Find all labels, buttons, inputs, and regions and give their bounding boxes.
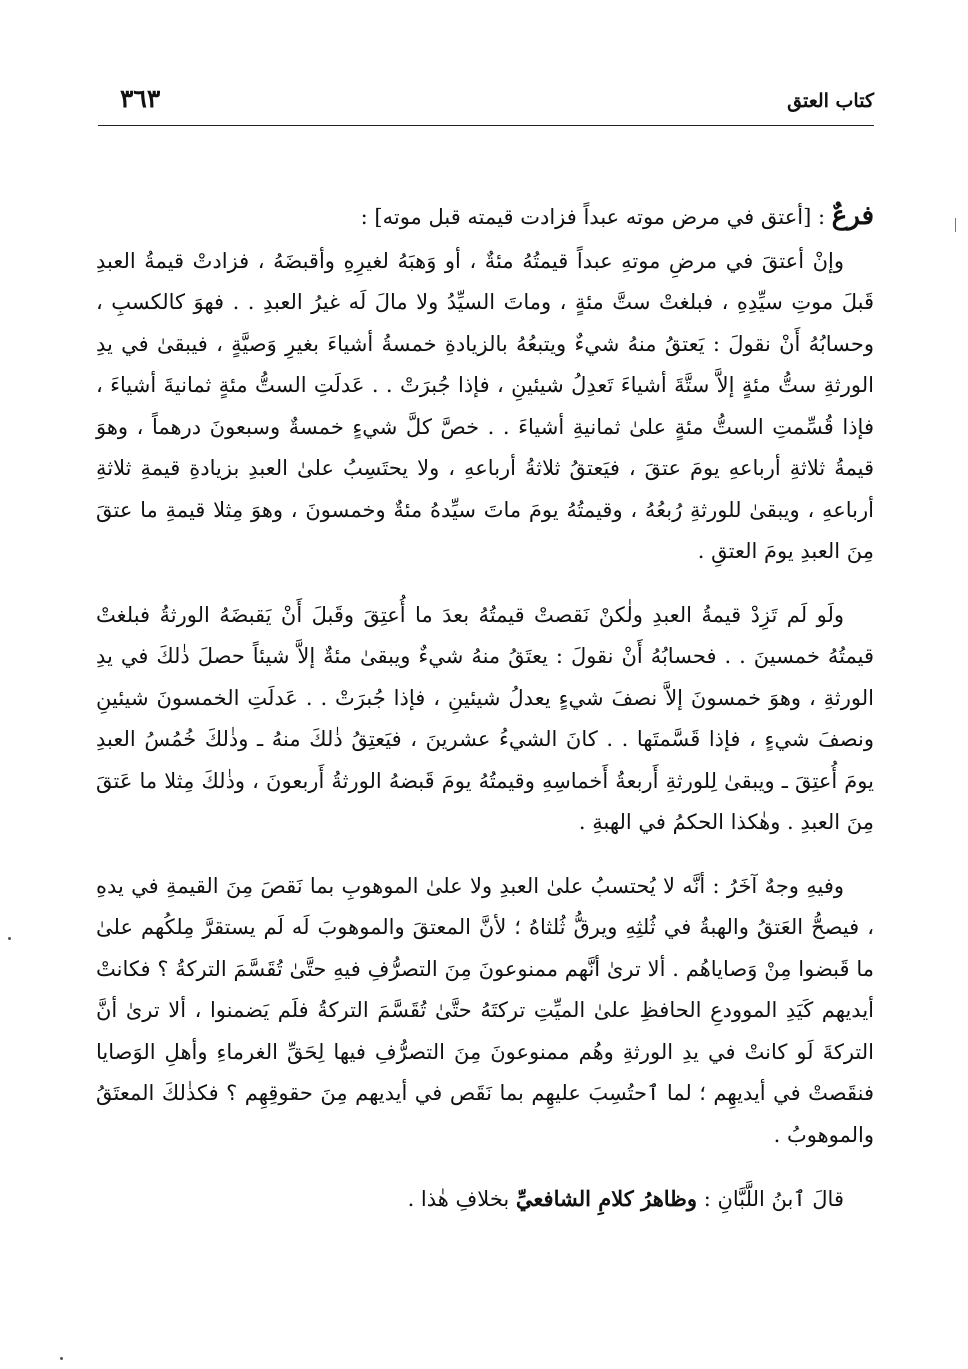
closing-speaker: قالَ ٱبنُ اللَّبَّانِ : — [703, 1187, 844, 1211]
branch-separator: : — [811, 205, 832, 229]
paragraph-3: وفيهِ وجهٌ آخَرُ : أنَّه لا يُحتسبُ علىٰ العبدِ ولا علىٰ الموهوبِ بما نَقصَ مِنَ القيمةِ في يدهِ ، فيصحُّ العَتقُ والهبةُ في ثُلثِهِ ويرقُّ ثُلثاهُ ؛ لأنَّ المعتقَ والموهوبَ لَه لَم يستقرَّ مِلكُهم علىٰ ما قَبضوا مِنْ وَصاياهُم . ألا ترىٰ أنَّهم ممنوعونَ مِنَ التصرُّفِ فيهِ حتَّىٰ تُقَسَّمَ التركةُ ؟ فكانتْ أيديهم كَيَدِ الموودعِ الحافظِ علىٰ الميِّتِ تركتَهُ حتَّىٰ تُقَسَّمَ التركةُ فلَم يَضمنوا ، ألا ترىٰ أنَّ التركةَ لَو كانتْ في يدِ الورثةِ وهُم ممنوعونَ مِنَ التصرُّفِ فيها لِحَقِّ الغرماءِ وأهلِ الوَصايا فنقَصتْ في أيديهِم ؛ لما ٱحتُسِبَ عليهِم بما نَقَص في أيديهم مِنَ حقوقِهِم ؟ فكذٰلكَ المعتَقُ والموهوبُ . — [96, 873, 874, 1147]
paragraph-2: ولَو لَم تَزِدْ قيمةُ العبدِ ولٰكنْ نَقصتْ قيمتُهُ بعدَ ما أُعتِقَ وقَبلَ أَنْ يَقبضَهُ الورثةُ فبلغتْ قيمتُهُ خمسينَ . . فحسابُهُ أَنْ نقولَ : يعتَقُ منهُ شيءٌ ويبقىٰ مئةٌ إلاَّ شيئاً حصلَ ذٰلكَ في يدِ الورثةِ ، وهوَ خمسونَ إلاَّ نصفَ شيءٍ يعدلُ شيئينِ ، فإذا جُبرَتْ . . عَدلَتِ الخمسونَ شيئينِ ونصفَ شيءٍ ، فإذا قَسَّمتَها . . كانَ الشيءُ عشرينَ ، فيَعتِقُ ذٰلكَ منهُ ـ وذٰلكَ خُمُسُ العبدِ يومَ أُعتِقَ ـ ويبقىٰ لِلورثةِ أَربعةُ أَخماسِهِ وقيمتُهُ يومَ قَبضهُ الورثةُ أَربعونَ ، وذٰلكَ مِثلا ما عَتقَ مِنَ العبدِ . وهٰكذا الحكمُ في الهبةِ . — [96, 602, 874, 834]
paragraph-1: وإنْ أعتقَ في مرضِ موتهِ عبداً قيمتُهُ مئةٌ ، أو وَهبَهُ لغيرِهِ وأقبضَهُ ، فزادتْ قيمةُ العبدِ قَبلَ موتِ سيِّدِهِ ، فبلغتْ ستَّ مئةٍ ، وماتَ السيِّدُ ولا مالَ لَه غيرُ العبدِ . . فهوَ كالكسبِ ، وحسابُهُ أَنْ نقولَ : يَعتقُ منهُ شيءٌ ويتبعُهُ بالزيادةِ خمسةُ أشياءَ بغيرِ وَصيَّةٍ ، فيبقىٰ في يدِ الورثةِ ستُّ مئةٍ إلاَّ ستَّةَ أشياءَ تَعدِلُ شيئينِ ، فإذا جُبرَتْ . . عَدلَتِ الستُّ مئةٍ ثمانيةَ أشياءَ ، فإذا قُسِّمتِ الستُّ مئةٍ علىٰ ثمانيةِ أشياءَ . . خصَّ كلَّ شيءٍ خمسةٌ وسبعونَ درهماً ، وهوَ قيمةُ ثلاثةِ أرباعهِ يومَ عتقَ ، فيَعتقُ ثلاثةُ أرباعهِ ، ولا يحتَسِبُ علىٰ العبدِ بزيادةِ قيمةِ ثلاثةِ أرباعهِ ، ويبقىٰ للورثةِ رُبعُهُ ، وقيمتُهُ يومَ ماتَ سيِّدهُ مئةٌ وخمسونَ ، وهوَ مِثلا قيمةِ ما عتقَ مِنَ العبدِ يومَ العتقِ . — [96, 248, 874, 563]
scan-mark — [955, 218, 956, 232]
running-head — [98, 84, 874, 118]
closing-rest: بخلافِ هٰذا . — [407, 1187, 510, 1211]
branch-title: [أعتق في مرض موته عبداً فزادت قيمته قبل موته] : — [360, 205, 812, 229]
chapter-title: كتاب العتق — [787, 90, 874, 112]
page-number: ٣٦٣ — [120, 84, 161, 113]
branch-label: فرعٌ — [831, 201, 874, 231]
scan-mark — [60, 1357, 63, 1360]
closing-statement: وظاهرُ كلامِ الشافعيِّ — [515, 1186, 698, 1211]
closing-paragraph — [96, 1178, 874, 1221]
branch-heading — [96, 196, 874, 239]
scan-mark — [8, 937, 11, 940]
page-body — [96, 196, 874, 1243]
header-rule — [98, 125, 874, 126]
